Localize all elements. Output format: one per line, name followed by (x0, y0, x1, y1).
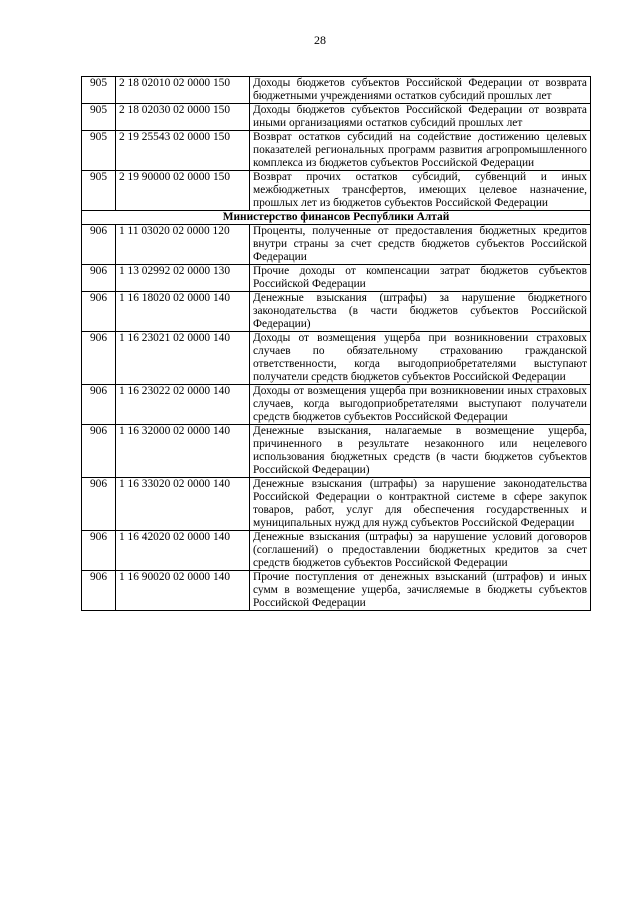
revenue-code-cell: 2 19 25543 02 0000 150 (116, 131, 250, 171)
revenue-name-cell: Денежные взыскания (штрафы) за нарушение условий договоров (соглашений) о предоставлении бюджетных кредитов за счет средств бюджетов субъектов Российской Федерации (250, 531, 591, 571)
admin-code-cell: 906 (82, 332, 116, 385)
admin-code-cell: 906 (82, 531, 116, 571)
revenue-name-cell: Доходы бюджетов субъектов Российской Федерации от возврата бюджетными учреждениями остатков субсидий прошлых лет (250, 77, 591, 104)
section-title: Министерство финансов Республики Алтай (82, 211, 591, 225)
revenue-code-cell: 1 16 18020 02 0000 140 (116, 292, 250, 332)
revenue-name-cell: Доходы от возмещения ущерба при возникновении страховых случаев по обязательному страхованию гражданской ответственности, когда выгодоприобретателями выступают получатели средств бюджетов субъектов Российской Федерации (250, 332, 591, 385)
revenue-code-cell: 1 16 32000 02 0000 140 (116, 425, 250, 478)
revenue-name-cell: Прочие доходы от компенсации затрат бюджетов субъектов Российской Федерации (250, 265, 591, 292)
table-row (82, 171, 591, 211)
table-row (82, 425, 591, 478)
admin-code-cell: 906 (82, 265, 116, 292)
revenue-codes-table (81, 76, 591, 611)
revenue-name-cell: Проценты, полученные от предоставления бюджетных кредитов внутри страны за счет средств бюджетов субъектов Российской Федерации (250, 225, 591, 265)
admin-code-cell: 906 (82, 225, 116, 265)
table-row (82, 225, 591, 265)
admin-code-cell: 905 (82, 77, 116, 104)
table-row (82, 292, 591, 332)
revenue-code-cell: 2 18 02010 02 0000 150 (116, 77, 250, 104)
revenue-name-cell: Денежные взыскания, налагаемые в возмещение ущерба, причиненного в результате незаконного или нецелевого использования бюджетных средств (в части бюджетов субъектов Российской Федерации) (250, 425, 591, 478)
revenue-name-cell: Денежные взыскания (штрафы) за нарушение бюджетного законодательства (в части бюджетов субъектов Российской Федерации) (250, 292, 591, 332)
revenue-name-cell: Возврат остатков субсидий на содействие достижению целевых показателей региональных программ развития агропромышленного комплекса из бюджетов субъектов Российской Федерации (250, 131, 591, 171)
admin-code-cell: 905 (82, 131, 116, 171)
table-row (82, 385, 591, 425)
table-row (82, 131, 591, 171)
revenue-code-cell: 2 18 02030 02 0000 150 (116, 104, 250, 131)
revenue-code-cell: 1 16 42020 02 0000 140 (116, 531, 250, 571)
admin-code-cell: 906 (82, 571, 116, 611)
table-row (82, 77, 591, 104)
revenue-name-cell: Денежные взыскания (штрафы) за нарушение законодательства Российской Федерации о контрактной системе в сфере закупок товаров, работ, услуг для обеспечения государственных и муниципальных нужд для нужд субъектов Российской Федерации (250, 478, 591, 531)
revenue-code-cell: 1 11 03020 02 0000 120 (116, 225, 250, 265)
table-row (82, 478, 591, 531)
revenue-code-cell: 1 16 23021 02 0000 140 (116, 332, 250, 385)
revenue-code-cell: 2 19 90000 02 0000 150 (116, 171, 250, 211)
table-row (82, 571, 591, 611)
table-row (82, 332, 591, 385)
table-row (82, 531, 591, 571)
revenue-code-cell: 1 16 23022 02 0000 140 (116, 385, 250, 425)
table-row (82, 104, 591, 131)
page-number: 28 (314, 33, 326, 47)
revenue-name-cell: Прочие поступления от денежных взысканий (штрафов) и иных сумм в возмещение ущерба, зачисляемые в бюджеты субъектов Российской Федерации (250, 571, 591, 611)
revenue-code-cell: 1 16 90020 02 0000 140 (116, 571, 250, 611)
table-row (82, 265, 591, 292)
admin-code-cell: 906 (82, 385, 116, 425)
admin-code-cell: 905 (82, 171, 116, 211)
revenue-name-cell: Доходы от возмещения ущерба при возникновении иных страховых случаев, когда выгодоприобретателями выступают получатели средств бюджетов субъектов Российской Федерации (250, 385, 591, 425)
revenue-code-cell: 1 16 33020 02 0000 140 (116, 478, 250, 531)
revenue-code-cell: 1 13 02992 02 0000 130 (116, 265, 250, 292)
admin-code-cell: 906 (82, 425, 116, 478)
revenue-name-cell: Возврат прочих остатков субсидий, субвенций и иных межбюджетных трансфертов, имеющих целевое назначение, прошлых лет из бюджетов субъектов Российской Федерации (250, 171, 591, 211)
revenue-name-cell: Доходы бюджетов субъектов Российской Федерации от возврата иными организациями остатков субсидий прошлых лет (250, 104, 591, 131)
admin-code-cell: 905 (82, 104, 116, 131)
table-body (82, 77, 591, 611)
admin-code-cell: 906 (82, 478, 116, 531)
section-header-row (82, 211, 591, 225)
admin-code-cell: 906 (82, 292, 116, 332)
